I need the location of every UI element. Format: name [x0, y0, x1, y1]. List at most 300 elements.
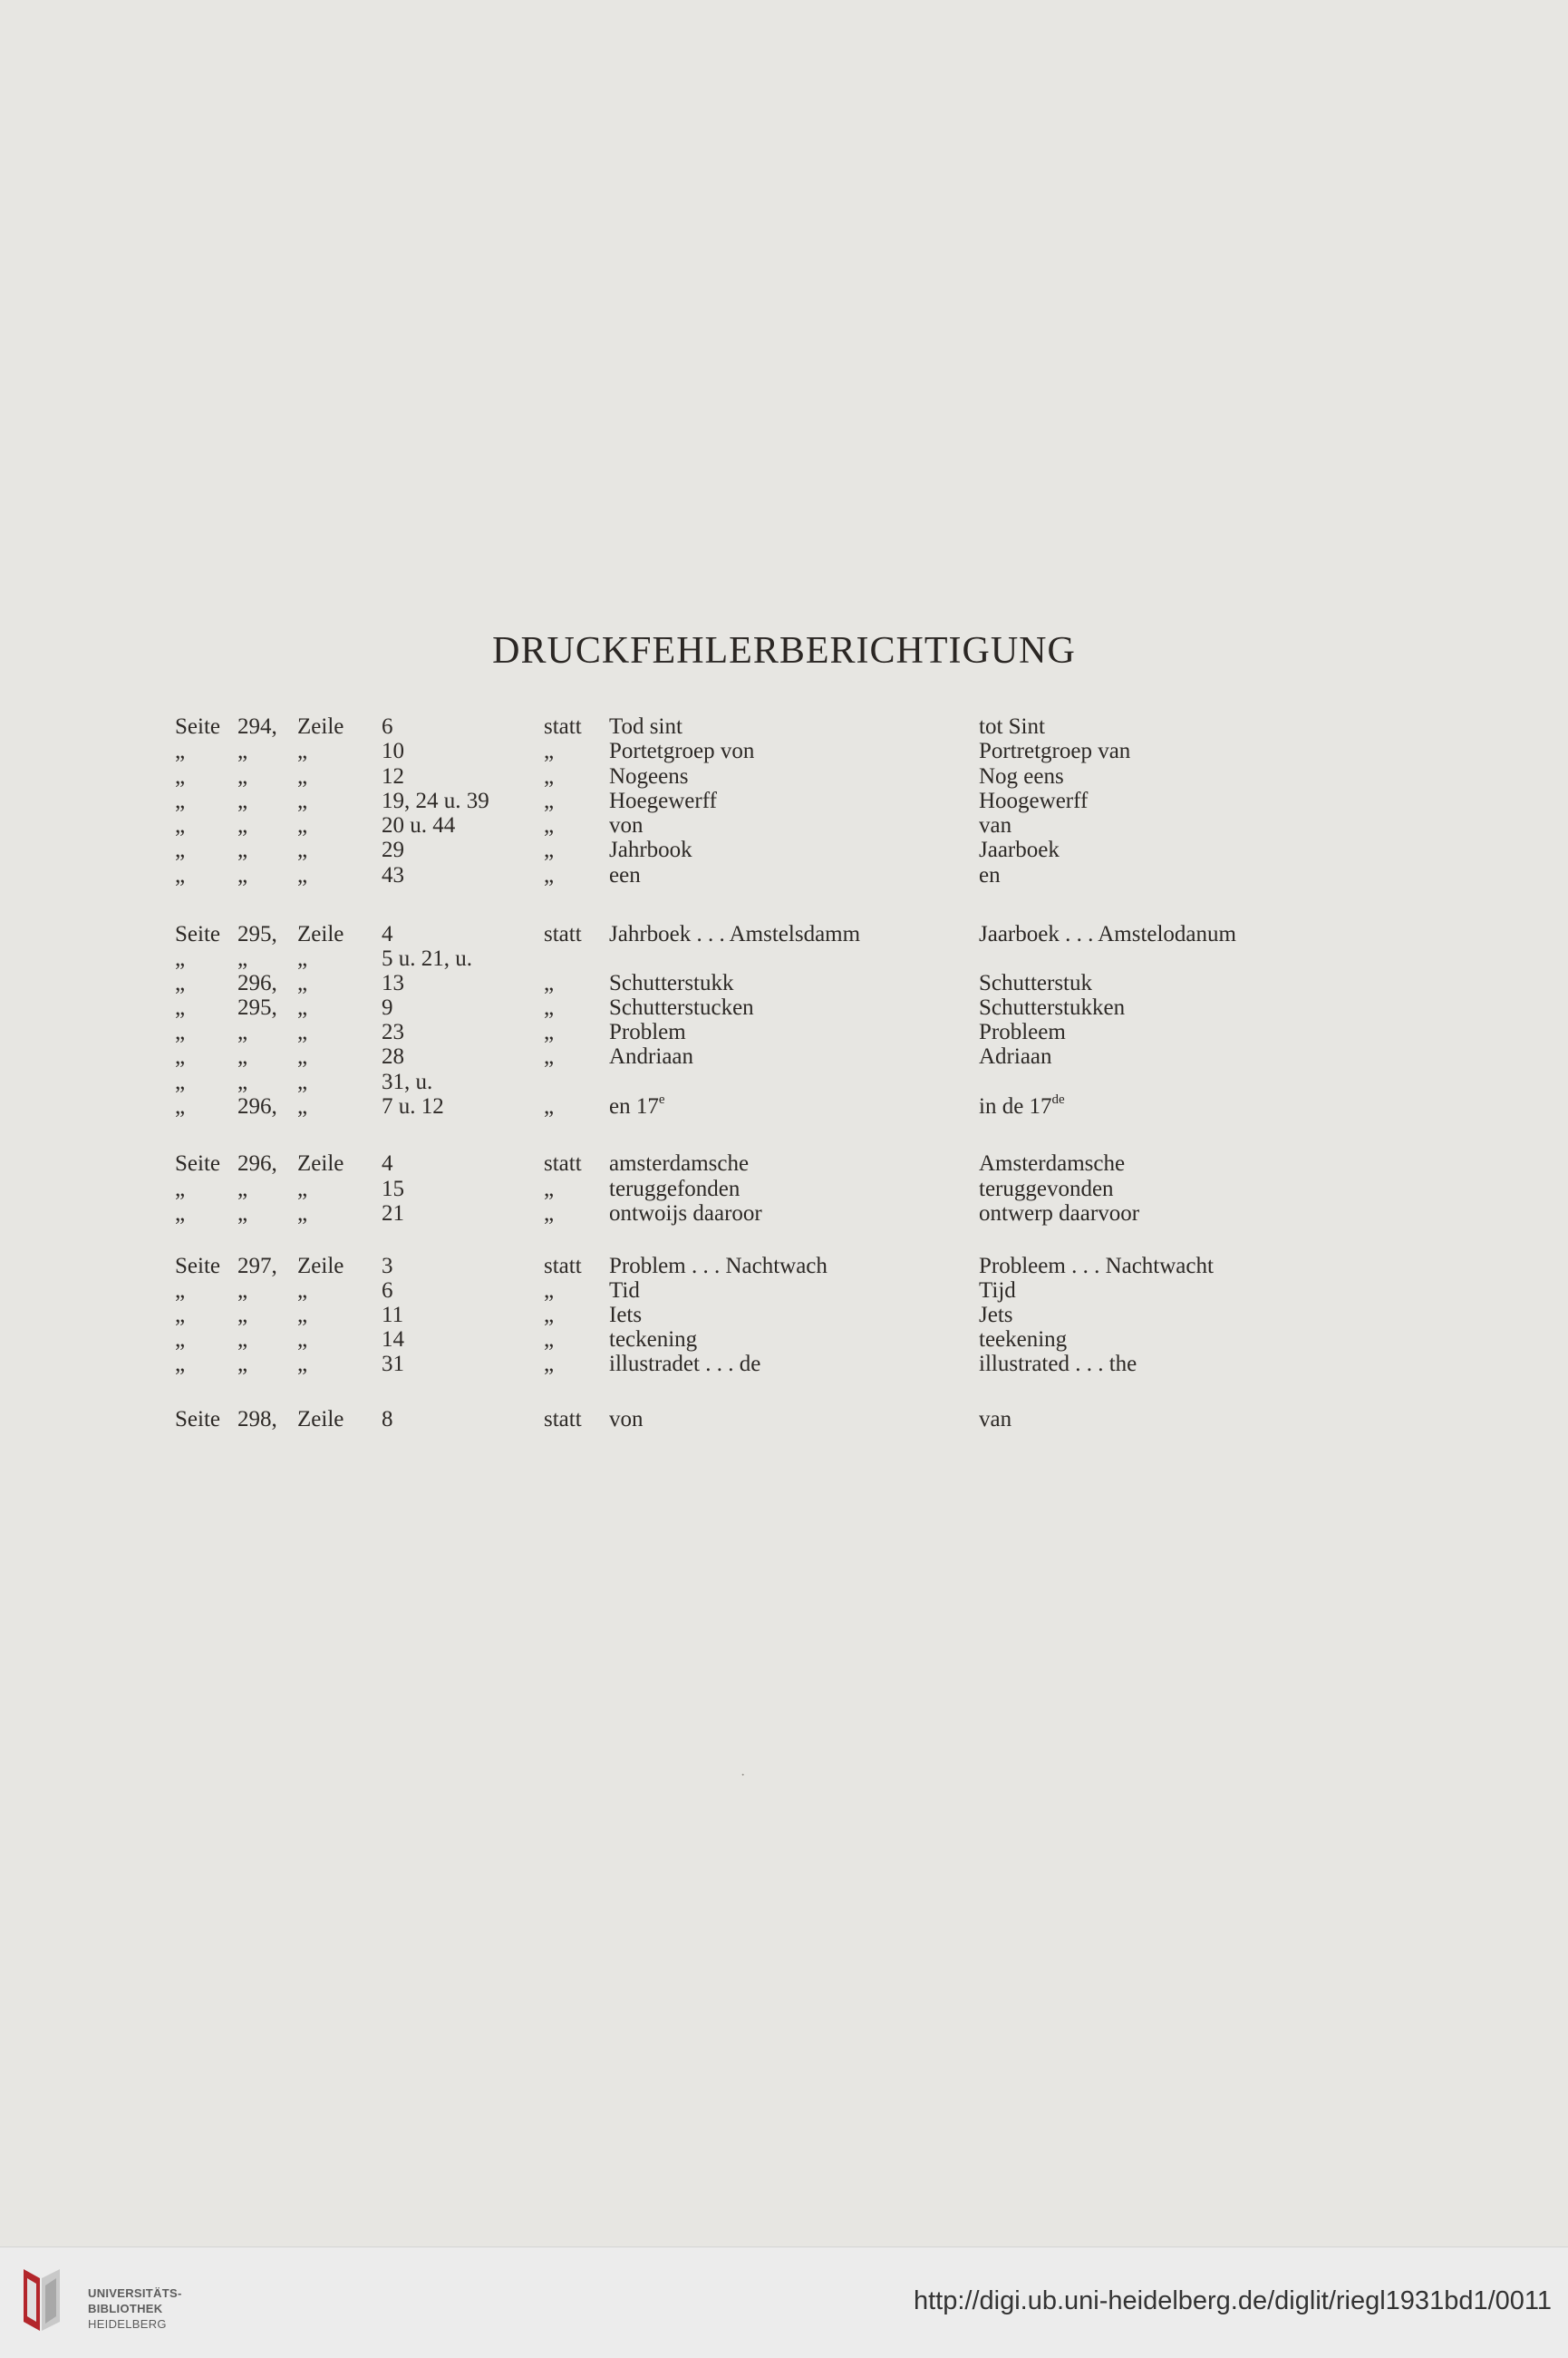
errata-zeile	[297, 1020, 307, 1045]
errata-correct-text-value: en	[979, 863, 1001, 888]
errata-correct-text-value: tot Sint	[979, 714, 1045, 739]
errata-correct-text-value: Probleem . . . Nachtwacht	[979, 1254, 1214, 1278]
errata-row	[0, 946, 1568, 972]
errata-statt	[544, 714, 582, 740]
errata-page-number-value: „	[237, 1303, 248, 1327]
errata-statt-value: statt	[544, 1151, 582, 1176]
errata-statt-value: „	[544, 1177, 555, 1201]
errata-statt	[544, 789, 554, 814]
errata-page-number-value: 297,	[237, 1254, 277, 1278]
errata-seite	[175, 813, 185, 839]
errata-page-number	[237, 1352, 247, 1377]
errata-line-number	[382, 1327, 404, 1353]
errata-statt	[544, 1201, 554, 1227]
errata-zeile-value: „	[297, 1020, 308, 1044]
errata-zeile-value: Zeile	[297, 922, 344, 946]
source-url-link[interactable]: http://digi.ub.uni-heidelberg.de/diglit/riegl1931bd1/0011	[913, 2286, 1552, 2315]
errata-row	[0, 1327, 1568, 1353]
errata-line-number	[382, 863, 404, 888]
errata-page-number	[237, 739, 247, 764]
errata-correct-text	[979, 714, 1045, 740]
errata-statt	[544, 971, 554, 996]
errata-line-number-value: 11	[382, 1303, 404, 1327]
errata-wrong-text-value: teruggefonden	[609, 1177, 740, 1201]
errata-statt	[544, 1303, 554, 1328]
errata-zeile-value: „	[297, 863, 308, 888]
errata-correct-text-value: Jets	[979, 1303, 1013, 1327]
errata-correct-text	[979, 1044, 1052, 1070]
errata-page-number	[237, 1254, 277, 1279]
errata-page-number	[237, 1327, 247, 1353]
errata-line-number-value: 4	[382, 1151, 393, 1176]
errata-statt	[544, 1327, 554, 1353]
errata-line-number	[382, 922, 393, 947]
errata-wrong-text-value: Iets	[609, 1303, 643, 1327]
errata-row	[0, 739, 1568, 764]
errata-zeile-value: „	[297, 995, 308, 1020]
errata-seite-value: Seite	[175, 1407, 220, 1431]
errata-line-number-value: 19, 24 u. 39	[382, 789, 489, 813]
errata-zeile	[297, 1177, 307, 1202]
errata-zeile	[297, 946, 307, 972]
errata-statt-value: „	[544, 739, 555, 763]
library-name-line3: HEIDELBERG	[88, 2317, 167, 2331]
errata-correct-text	[979, 1177, 1114, 1202]
errata-zeile-value: „	[297, 1094, 308, 1119]
errata-line-number	[382, 1070, 432, 1095]
errata-correct-text-value: van	[979, 813, 1012, 838]
errata-correct-text-superscript: de	[1051, 1092, 1065, 1107]
errata-page-number	[237, 1094, 277, 1120]
errata-statt	[544, 764, 554, 790]
errata-row	[0, 1044, 1568, 1070]
errata-line-number-value: 10	[382, 739, 404, 763]
errata-line-number	[382, 1407, 393, 1432]
errata-row	[0, 1177, 1568, 1202]
errata-seite	[175, 1303, 185, 1328]
errata-statt	[544, 995, 554, 1021]
errata-row	[0, 971, 1568, 996]
errata-zeile	[297, 838, 307, 863]
errata-page-number	[237, 1303, 247, 1328]
errata-seite	[175, 1044, 185, 1070]
errata-statt	[544, 1094, 554, 1120]
errata-page-number-value: „	[237, 1070, 248, 1094]
errata-zeile-value: „	[297, 838, 308, 862]
errata-row	[0, 1070, 1568, 1095]
errata-zeile	[297, 714, 344, 740]
errata-correct-text-value: Portretgroep van	[979, 739, 1131, 763]
errata-seite	[175, 1254, 220, 1279]
errata-page-number-value: „	[237, 789, 248, 813]
errata-correct-text	[979, 1201, 1139, 1227]
errata-seite-value: „	[175, 739, 186, 763]
errata-zeile	[297, 1327, 307, 1353]
errata-page-number	[237, 838, 247, 863]
errata-line-number	[382, 1020, 404, 1045]
errata-zeile	[297, 789, 307, 814]
errata-row	[0, 1254, 1568, 1279]
errata-line-number	[382, 1352, 404, 1377]
errata-seite	[175, 1327, 185, 1353]
errata-page-number	[237, 1151, 277, 1177]
errata-correct-text-value: illustrated . . . the	[979, 1352, 1137, 1376]
errata-seite	[175, 971, 185, 996]
errata-statt	[544, 739, 554, 764]
errata-zeile-value: „	[297, 739, 308, 763]
errata-seite-value: „	[175, 863, 186, 888]
errata-line-number-value: 31	[382, 1352, 404, 1376]
library-name-line2: BIBLIOTHEK	[88, 2302, 163, 2315]
errata-statt-value: statt	[544, 714, 582, 739]
errata-wrong-text	[609, 813, 644, 839]
errata-wrong-text	[609, 714, 682, 740]
errata-line-number-value: 15	[382, 1177, 404, 1201]
errata-wrong-text	[609, 1177, 740, 1202]
errata-statt	[544, 1020, 554, 1045]
errata-statt	[544, 1278, 554, 1304]
errata-zeile	[297, 1070, 307, 1095]
errata-correct-text-value: in de 17	[979, 1094, 1052, 1119]
errata-line-number-value: 6	[382, 714, 393, 739]
errata-wrong-text	[609, 739, 754, 764]
errata-seite-value: „	[175, 1044, 186, 1069]
errata-wrong-text	[609, 1020, 686, 1045]
errata-page-number-value: „	[237, 1278, 248, 1303]
errata-row	[0, 838, 1568, 863]
errata-correct-text-value: Adriaan	[979, 1044, 1052, 1069]
errata-row	[0, 1201, 1568, 1227]
errata-line-number-value: 4	[382, 922, 393, 946]
errata-statt-value: statt	[544, 1254, 582, 1278]
errata-zeile	[297, 1044, 307, 1070]
errata-page-number	[237, 1070, 247, 1095]
errata-wrong-text	[609, 922, 860, 947]
errata-wrong-text	[609, 789, 717, 814]
errata-line-number	[382, 714, 393, 740]
errata-wrong-text-value: Problem . . . Nachtwach	[609, 1254, 828, 1278]
errata-seite	[175, 1151, 220, 1177]
errata-seite-value: Seite	[175, 1151, 220, 1176]
errata-seite	[175, 1094, 185, 1120]
errata-correct-text	[979, 995, 1125, 1021]
errata-page-number	[237, 714, 277, 740]
errata-seite	[175, 789, 185, 814]
errata-row	[0, 863, 1568, 888]
errata-wrong-text-value: Tid	[609, 1278, 640, 1303]
errata-page-number-value: „	[237, 838, 248, 862]
errata-zeile-value: „	[297, 789, 308, 813]
errata-correct-text-value: Tijd	[979, 1278, 1016, 1303]
errata-row	[0, 1278, 1568, 1304]
errata-page-number	[237, 1278, 247, 1304]
errata-page-number-value: „	[237, 863, 248, 888]
errata-zeile-value: „	[297, 1177, 308, 1201]
errata-line-number	[382, 1177, 404, 1202]
errata-correct-text	[979, 1352, 1137, 1377]
errata-seite	[175, 922, 220, 947]
errata-seite	[175, 1407, 220, 1432]
errata-seite-value: „	[175, 1278, 186, 1303]
errata-statt	[544, 1254, 582, 1279]
errata-wrong-text	[609, 1303, 642, 1328]
errata-page-number	[237, 971, 277, 996]
errata-zeile-value: Zeile	[297, 1254, 344, 1278]
errata-correct-text	[979, 1151, 1125, 1177]
errata-zeile	[297, 1094, 307, 1120]
errata-page-number	[237, 995, 277, 1021]
errata-wrong-text	[609, 863, 641, 888]
errata-seite-value: Seite	[175, 922, 220, 946]
errata-wrong-text	[609, 1407, 644, 1432]
errata-zeile	[297, 1201, 307, 1227]
errata-page-number	[237, 1177, 247, 1202]
errata-page-number	[237, 946, 247, 972]
errata-zeile-value: „	[297, 1278, 308, 1303]
errata-page-number	[237, 922, 277, 947]
errata-line-number	[382, 764, 404, 790]
errata-wrong-text	[609, 1278, 640, 1304]
errata-wrong-text	[609, 1254, 828, 1279]
errata-seite	[175, 946, 185, 972]
errata-seite	[175, 995, 185, 1021]
errata-correct-text-value: teruggevonden	[979, 1177, 1114, 1201]
errata-line-number	[382, 739, 404, 764]
errata-page-number	[237, 1044, 247, 1070]
library-logo-icon	[20, 2266, 74, 2338]
errata-correct-text	[979, 764, 1064, 790]
errata-wrong-text-superscript: e	[658, 1092, 665, 1107]
errata-row	[0, 1094, 1568, 1120]
errata-zeile	[297, 1254, 344, 1279]
errata-seite-value: Seite	[175, 714, 220, 739]
library-name	[88, 2285, 182, 2332]
errata-correct-text	[979, 1254, 1214, 1279]
errata-statt-value: „	[544, 971, 555, 995]
errata-zeile	[297, 1278, 307, 1304]
errata-correct-text-value: Jaarboek	[979, 838, 1060, 862]
errata-zeile	[297, 813, 307, 839]
errata-correct-text-value: ontwerp daarvoor	[979, 1201, 1140, 1226]
errata-seite	[175, 739, 185, 764]
errata-statt	[544, 1044, 554, 1070]
errata-zeile-value: „	[297, 1327, 308, 1352]
errata-page-number-value: „	[237, 1201, 248, 1226]
errata-seite-value: „	[175, 1327, 186, 1352]
errata-seite-value: „	[175, 1070, 186, 1094]
errata-line-number	[382, 995, 393, 1021]
errata-wrong-text	[609, 1327, 697, 1353]
errata-page-number-value: 296,	[237, 971, 277, 995]
errata-wrong-text	[609, 1201, 762, 1227]
errata-line-number-value: 23	[382, 1020, 404, 1044]
errata-zeile-value: „	[297, 1352, 308, 1376]
errata-statt-value: „	[544, 1044, 555, 1069]
errata-wrong-text-value: ontwoijs daaroor	[609, 1201, 762, 1226]
errata-line-number-value: 14	[382, 1327, 404, 1352]
errata-statt-value: statt	[544, 922, 582, 946]
errata-line-number	[382, 971, 404, 996]
errata-page-number-value: „	[237, 813, 248, 838]
errata-statt-value: „	[544, 995, 555, 1020]
errata-statt	[544, 1352, 554, 1377]
errata-line-number	[382, 1044, 404, 1070]
errata-wrong-text-value: illustradet . . . de	[609, 1352, 761, 1376]
errata-zeile	[297, 1407, 344, 1432]
errata-page-number	[237, 1201, 247, 1227]
errata-zeile-value: „	[297, 1044, 308, 1069]
errata-line-number	[382, 1201, 404, 1227]
errata-statt	[544, 1177, 554, 1202]
errata-wrong-text-value: Schutterstucken	[609, 995, 754, 1020]
errata-zeile	[297, 1352, 307, 1377]
errata-wrong-text-value: Andriaan	[609, 1044, 694, 1069]
errata-seite-value: „	[175, 838, 186, 862]
errata-row	[0, 1407, 1568, 1432]
errata-seite	[175, 1352, 185, 1377]
errata-zeile	[297, 1151, 344, 1177]
errata-wrong-text	[609, 1151, 749, 1177]
errata-statt-value: „	[544, 789, 555, 813]
errata-wrong-text-value: Jahrbook	[609, 838, 692, 862]
errata-seite-value: „	[175, 764, 186, 789]
errata-statt	[544, 1151, 582, 1177]
errata-page-number-value: 295,	[237, 922, 277, 946]
errata-row	[0, 813, 1568, 839]
errata-zeile-value: „	[297, 813, 308, 838]
errata-correct-text	[979, 1407, 1011, 1432]
errata-correct-text	[979, 1278, 1016, 1304]
errata-row	[0, 789, 1568, 814]
errata-wrong-text	[609, 971, 734, 996]
errata-row	[0, 922, 1568, 947]
errata-line-number-value: 29	[382, 838, 404, 862]
errata-wrong-text-value: Nogeens	[609, 764, 689, 789]
errata-row	[0, 1352, 1568, 1377]
errata-line-number	[382, 1151, 393, 1177]
errata-seite-value: „	[175, 1177, 186, 1201]
errata-correct-text-value: van	[979, 1407, 1012, 1431]
errata-row	[0, 1151, 1568, 1177]
errata-seite-value: „	[175, 946, 186, 971]
errata-line-number	[382, 1278, 393, 1304]
errata-page-number-value: „	[237, 1177, 248, 1201]
errata-zeile-value: „	[297, 1070, 308, 1094]
errata-page-number	[237, 1407, 277, 1432]
errata-line-number-value: 9	[382, 995, 393, 1020]
errata-seite-value: „	[175, 1201, 186, 1226]
errata-zeile-value: Zeile	[297, 714, 344, 739]
errata-statt-value: „	[544, 1327, 555, 1352]
errata-seite-value: „	[175, 971, 186, 995]
errata-zeile	[297, 995, 307, 1021]
errata-wrong-text-value: Tod sint	[609, 714, 682, 739]
errata-line-number-value: 6	[382, 1278, 393, 1303]
errata-wrong-text	[609, 1044, 693, 1070]
errata-page-number	[237, 863, 247, 888]
errata-correct-text	[979, 739, 1130, 764]
errata-seite-value: „	[175, 813, 186, 838]
errata-correct-text	[979, 838, 1060, 863]
errata-statt	[544, 1407, 582, 1432]
errata-correct-text-value: Schutterstuk	[979, 971, 1092, 995]
errata-seite	[175, 1278, 185, 1304]
errata-line-number	[382, 789, 489, 814]
errata-seite	[175, 863, 185, 888]
errata-seite	[175, 764, 185, 790]
errata-zeile-value: „	[297, 971, 308, 995]
errata-statt	[544, 838, 554, 863]
errata-seite-value: Seite	[175, 1254, 220, 1278]
errata-page-number-value: 296,	[237, 1151, 277, 1176]
errata-wrong-text	[609, 1094, 665, 1120]
errata-wrong-text-value: Jahrboek . . . Amstelsdamm	[609, 922, 861, 946]
errata-seite-value: „	[175, 1020, 186, 1044]
errata-line-number	[382, 1303, 403, 1328]
errata-line-number	[382, 946, 472, 972]
errata-correct-text-value: Amsterdamsche	[979, 1151, 1126, 1176]
errata-seite	[175, 714, 220, 740]
errata-seite	[175, 1020, 185, 1045]
errata-zeile	[297, 971, 307, 996]
errata-line-number-value: 12	[382, 764, 404, 789]
errata-correct-text-value: Hoogewerff	[979, 789, 1089, 813]
errata-statt	[544, 922, 582, 947]
errata-zeile-value: Zeile	[297, 1407, 344, 1431]
page-speck: ·	[740, 1768, 746, 1783]
errata-row	[0, 764, 1568, 790]
errata-seite	[175, 1070, 185, 1095]
errata-statt-value: „	[544, 1278, 555, 1303]
errata-seite	[175, 838, 185, 863]
errata-statt-value: „	[544, 813, 555, 838]
library-logo	[20, 2266, 74, 2338]
errata-page-number-value: „	[237, 1044, 248, 1069]
errata-row	[0, 1020, 1568, 1045]
errata-wrong-text-value: von	[609, 813, 644, 838]
errata-correct-text	[979, 789, 1088, 814]
errata-statt-value: „	[544, 1201, 555, 1226]
errata-statt	[544, 863, 554, 888]
errata-line-number-value: 20 u. 44	[382, 813, 456, 838]
errata-correct-text	[979, 813, 1011, 839]
errata-correct-text-value: Schutterstukken	[979, 995, 1126, 1020]
errata-statt-value: statt	[544, 1407, 582, 1431]
footer-bar	[0, 2246, 1568, 2358]
errata-zeile-value: „	[297, 764, 308, 789]
errata-zeile-value: „	[297, 1303, 308, 1327]
errata-page-number-value: „	[237, 946, 248, 971]
errata-wrong-text-value: een	[609, 863, 641, 888]
errata-seite-value: „	[175, 1094, 186, 1119]
errata-correct-text-value: teekening	[979, 1327, 1068, 1352]
errata-wrong-text	[609, 764, 688, 790]
errata-page-number-value: 294,	[237, 714, 277, 739]
errata-line-number-value: 13	[382, 971, 404, 995]
errata-zeile-value: Zeile	[297, 1151, 344, 1176]
errata-zeile-value: „	[297, 1201, 308, 1226]
errata-wrong-text-value: amsterdamsche	[609, 1151, 750, 1176]
errata-zeile-value: „	[297, 946, 308, 971]
errata-correct-text	[979, 1303, 1013, 1328]
errata-correct-text-value: Probleem	[979, 1020, 1066, 1044]
errata-wrong-text-value: Schutterstukk	[609, 971, 734, 995]
errata-line-number-value: 31, u.	[382, 1070, 433, 1094]
errata-statt-value: „	[544, 1094, 555, 1119]
errata-row	[0, 714, 1568, 740]
errata-zeile	[297, 739, 307, 764]
errata-seite-value: „	[175, 1303, 186, 1327]
